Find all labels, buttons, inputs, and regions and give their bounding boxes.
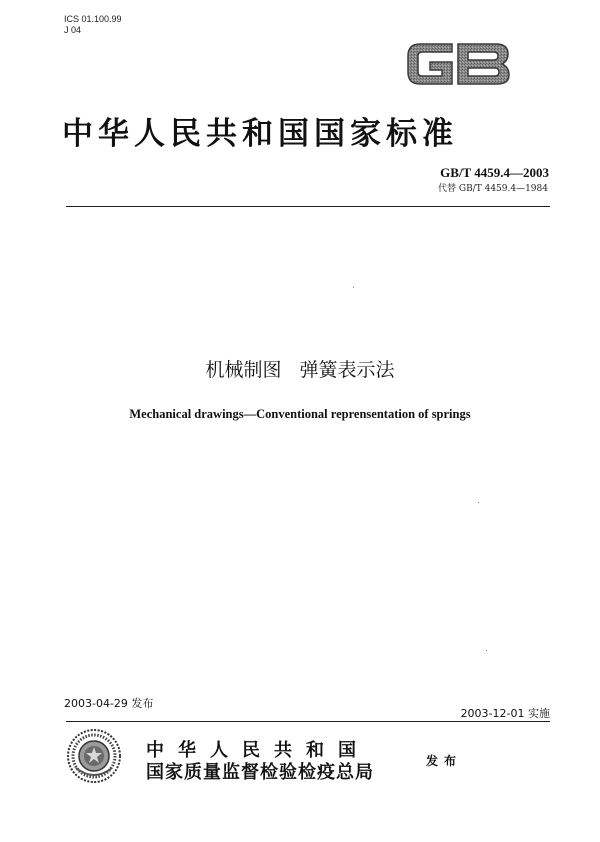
ics-code: ICS 01.100.99 [64, 14, 122, 24]
scan-speck [353, 287, 354, 288]
scan-speck [478, 502, 479, 503]
national-standard-heading: 中华人民共和国国家标准 [62, 116, 458, 152]
document-title-english: Mechanical drawings—Conventional reprensentation of springs [129, 407, 471, 421]
issuer-agency: 国家质量监督检验检疫总局 [146, 762, 374, 783]
footer-divider [66, 721, 550, 722]
publish-label: 发布 [426, 754, 463, 768]
classification-codes [64, 14, 122, 36]
issuer-country: 中华人民共和国 [146, 740, 370, 761]
scan-speck [486, 650, 487, 651]
document-title-chinese: 机械制图 弹簧表示法 [205, 359, 395, 381]
issue-date: 2003-04-29 发布 [64, 697, 154, 710]
classification-code: J 04 [64, 25, 82, 35]
issuing-authority [146, 740, 374, 784]
issuer-seal-emblem [66, 728, 122, 784]
standard-number: GB/T 4459.4—2003 [440, 165, 549, 180]
replaces-standard: 代替 GB/T 4459.4—1984 [438, 184, 548, 194]
gb-logo [402, 36, 514, 92]
implementation-date: 2003-12-01 实施 [460, 707, 550, 720]
header-divider [66, 206, 550, 207]
